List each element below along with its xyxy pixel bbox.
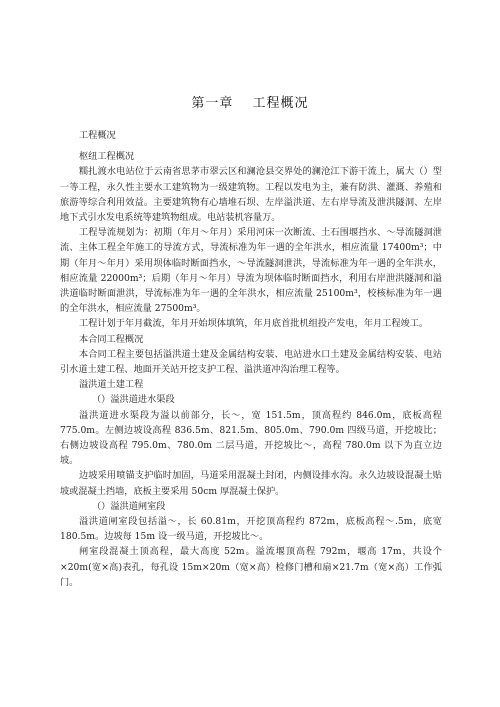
paragraph-gate-concrete: 闸室段混凝土顶高程，最大高度 52m。溢流堰顶高程 792m，堰高 17m，共设个×20m(宽×高)表孔，每孔设 15m×20m（宽×高）检修门槽和扇×21.7m（宽×高）工作弧门。	[60, 546, 442, 588]
paragraph-gate-section: 溢洪道闸室段包括溢～，长 60.81m，开挖顶高程约 872m，底板高程～.5m，底宽 180.5m。边坡每 15m 设一级马道，开挖坡比～。	[60, 516, 442, 543]
heading-contract: 本合同工程概况	[79, 333, 144, 345]
paragraph-contract-scope: 本合同工程主要包括溢洪道土建及金属结构安装、电站进水口土建及金属结构安装、电站引水道土建工程、地面开关站开挖支护工程、溢洪道冲沟治理工程等。	[60, 348, 442, 376]
paragraph-project-location: 糯扎渡水电站位于云南省思茅市翠云区和澜沧县交界处的澜沧江下游干流上，属大（）型一等工程，永久性主要水工建筑物为一级建筑物。工程以发电为主，兼有防洪、灌溉、养殖和旅游等综合利用效益。主要建筑物有心墙堆石坝、左岸溢洪道、左右岸导流及泄洪隧洞、左岸地下式引水发电系统等建筑物组成。电站装机容量万。	[60, 166, 442, 224]
heading-overview: 工程概况	[79, 130, 116, 141]
paragraph-schedule: 工程计划于年月截流，年月开始坝体填筑，年月底首批机组投产发电，年月工程竣工。	[79, 318, 429, 330]
heading-hub: 枢纽工程概况	[79, 151, 135, 163]
heading-spillway: 溢洪道土建工程	[79, 379, 144, 391]
heading-gate-section: （）溢洪道闸室段	[92, 500, 166, 512]
heading-inlet-channel: （）溢洪道进水渠段	[92, 394, 175, 406]
document-body	[60, 128, 442, 590]
paragraph-diversion-plan: 工程导流规划为：初期（年月～年月）采用河床一次断流、土石围堰挡水、～导流隧洞泄流、主体工程全年施工的导流方式，导流标准为年一遇的全年洪水，相应流量 17400m³；中期（年月～年月）采用坝体临时断面挡水，～导流隧洞泄洪，导流标准为年一遇的全年洪水，相应流量 22000m³；后期（年月～年月）导流为坝体临时断面挡水，利用右岸泄洪隧洞和溢洪道临时断面泄洪，导流标准为年一遇的全年洪水，相应流量 25100m³，校核标准为年一遇的全年洪水，相应流量 27500m³。	[60, 227, 442, 315]
paragraph-slope-support: 边坡采用喷锚支护临时加固，马道采用混凝土封闭，内侧设排水沟。永久边坡设混凝土贴坡或混凝土挡墙，底板主要采用 50cm 厚混凝土保护。	[60, 470, 442, 497]
paragraph-inlet-channel: 溢洪道进水渠段为溢以前部分，长～，宽 151.5m，顶高程约 846.0m，底板高程 775.0m。左侧边坡设高程 836.5m、821.5m、805.0m、790.0m 四级马道，开挖坡比；右侧边坡设高程 795.0m、780.0m 二层马道，开挖坡比～，高程 780.0m 以下为直立边坡。	[60, 409, 442, 467]
chapter-title: 第一章 工程概况	[191, 96, 309, 111]
